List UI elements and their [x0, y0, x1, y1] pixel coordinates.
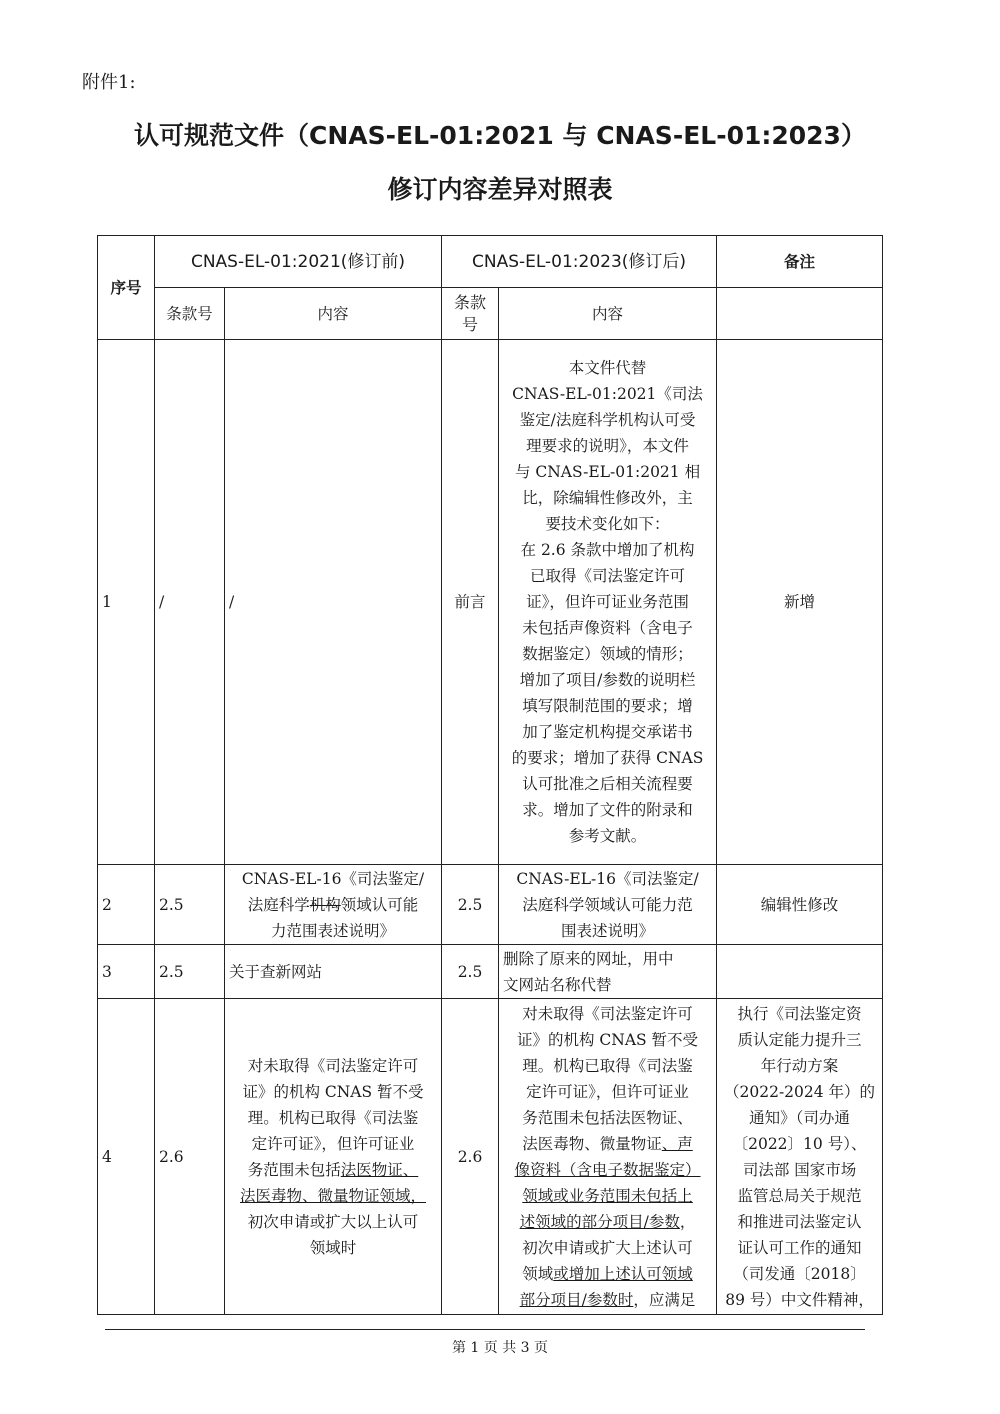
row-seq: 3	[98, 945, 155, 999]
row-old-clause: 2.6	[155, 999, 225, 1315]
header-new-clause: 条款 号	[442, 288, 499, 340]
table-row	[98, 340, 883, 865]
row-new-clause: 2.5	[442, 945, 499, 999]
row-remark	[717, 945, 883, 999]
row-remark: 新增	[717, 340, 883, 865]
header-remark-empty	[717, 288, 883, 340]
table-subheader-row	[98, 288, 883, 340]
attachment-label: 附件1:	[82, 72, 136, 93]
row-new-clause: 2.6	[442, 999, 499, 1315]
table-row	[98, 865, 883, 945]
row-remark: 执行《司法鉴定资 质认定能力提升三 年行动方案 （2022-2024 年）的 通知》（司办通 〔2022〕10 号）、 司法部 国家市场 监管总局关于规范 和推进司法鉴定认 证认可工作的通知 （司发通〔2018〕 89 号）中文件精神，	[717, 999, 883, 1315]
new-content-text: 对未取得《司法鉴定许可 证》的机构 CNAS 暂不受 理。机构已取得《司法鉴 定许可证》，但许可证业 务范围未包括法医物证、 法医毒物、微量物证	[516, 1005, 699, 1153]
document-subtitle: 修订内容差异对照表	[387, 175, 613, 204]
comparison-table	[97, 235, 883, 1315]
header-seq: 序号	[98, 236, 155, 340]
row-new-content: 本文件代替 CNAS-EL-01:2021《司法 鉴定/法庭科学机构认可受 理要求的说明》，本文件 与 CNAS-EL-01:2021 相 比，除编辑性修改外，主 要技术变化如下： 在 2.6 条款中增加了机构 已取得《司法鉴定许可 证》，但许可证业务范围 未包括声像资料（含电子 数据鉴定）领域的情形； 增加了项目/参数的说明栏 填写限制范围的要求；增 加了鉴定机构提交承诺书 的要求；增加了获得 CNAS 认可批准之后相关流程要 求。增加了文件的附录和 参考文献。	[499, 340, 717, 865]
row-seq: 2	[98, 865, 155, 945]
table-row	[98, 999, 883, 1315]
strikethrough-text: 机构	[309, 895, 341, 914]
row-new-clause: 前言	[442, 340, 499, 865]
row-old-clause: /	[155, 340, 225, 865]
document-title: 认可规范文件（CNAS-EL-01:2021 与 CNAS-EL-01:2023）	[134, 121, 866, 150]
row-seq: 4	[98, 999, 155, 1315]
footer-divider	[105, 1329, 865, 1330]
header-remark: 备注	[717, 236, 883, 288]
table-row	[98, 945, 883, 999]
page-footer: 第 1 页 共 3 页	[451, 1340, 549, 1356]
row-new-content: CNAS-EL-16《司法鉴定/ 法庭科学领域认可能力范 围表述说明》	[499, 865, 717, 945]
row-seq: 1	[98, 340, 155, 865]
row-remark: 编辑性修改	[717, 865, 883, 945]
row-old-clause: 2.5	[155, 865, 225, 945]
row-old-clause: 2.5	[155, 945, 225, 999]
underlined-text: 法医物证、 法医毒物、微量物证领域，	[240, 1160, 427, 1205]
row-old-content: /	[225, 340, 442, 865]
old-content-text: CNAS-EL-16《司法鉴定/ 法庭科学	[241, 869, 425, 914]
row-old-content: 关于查新网站	[225, 945, 442, 999]
table-header-row	[98, 236, 883, 288]
row-new-content: 删除了原来的网址，用中 文网站名称代替	[499, 945, 717, 999]
header-new-doc: CNAS-EL-01:2023(修订后)	[442, 236, 717, 288]
row-new-clause: 2.5	[442, 865, 499, 945]
old-content-text: 初次申请或扩大以上认可 领域时	[247, 1212, 419, 1257]
underlined-text: 、声 像资料（含电子数据鉴定） 领域或业务范围未包括上 述领域的部分项目/参数	[514, 1135, 701, 1231]
header-old-clause: 条款号	[155, 288, 225, 340]
new-content-text: ， 初次申请或扩大上述认可 领域	[522, 1213, 696, 1283]
old-content-text: 对未取得《司法鉴定许可 证》的机构 CNAS 暂不受 理。机构已取得《司法鉴 定许可证》，但许可证业 务范围未包括	[242, 1056, 424, 1179]
new-content-text: ，应满足	[633, 1291, 696, 1309]
header-old-doc: CNAS-EL-01:2021(修订前)	[155, 236, 442, 288]
row-new-content	[499, 999, 717, 1315]
underlined-text: 或增加上述认可领域 部分项目/参数时	[519, 1265, 693, 1309]
row-old-content	[225, 865, 442, 945]
old-content-text: 领域认可能 力范围表述说明》	[271, 895, 419, 940]
row-old-content	[225, 999, 442, 1315]
header-new-content: 内容	[499, 288, 717, 340]
header-old-content: 内容	[225, 288, 442, 340]
